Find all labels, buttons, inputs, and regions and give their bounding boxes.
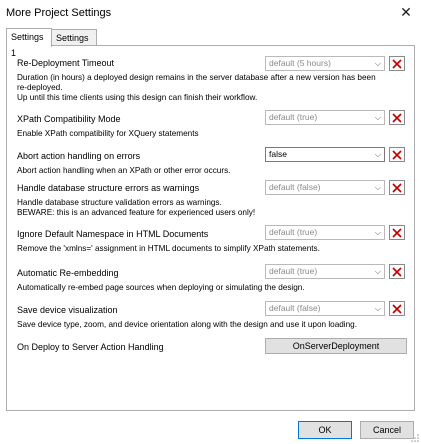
reset-xpath-compatibility-button[interactable] — [389, 110, 405, 125]
automatic-reembedding-select[interactable]: default (true) ⌵ — [265, 264, 385, 279]
chevron-down-icon: ⌵ — [374, 267, 381, 276]
ignore-default-namespace-select[interactable]: default (true) ⌵ — [265, 225, 385, 240]
red-x-icon — [392, 183, 402, 193]
title-bar — [0, 0, 421, 24]
setting-automatic-reembedding — [17, 268, 305, 293]
redeployment-timeout-select[interactable]: default (5 hours) ⌵ — [265, 56, 385, 71]
setting-description: Abort action handling when an XPath or other error occurs. — [17, 166, 231, 175]
abort-on-errors-select[interactable]: false ⌵ — [265, 147, 385, 162]
setting-title: XPath Compatibility Mode — [17, 114, 121, 124]
setting-title: Automatic Re-embedding — [17, 268, 119, 278]
db-structure-warnings-select[interactable]: default (false) ⌵ — [265, 180, 385, 195]
setting-xpath-compatibility — [17, 114, 199, 139]
close-icon[interactable]: ✕ — [400, 4, 412, 20]
chevron-down-icon: ⌵ — [374, 59, 381, 68]
chevron-down-icon: ⌵ — [374, 304, 381, 313]
tab-settings-2[interactable]: Settings — [51, 29, 97, 46]
red-x-icon — [392, 150, 402, 160]
setting-on-deploy-action — [17, 342, 164, 353]
resize-grip-icon[interactable] — [411, 434, 419, 442]
reset-save-device-visualization-button[interactable] — [389, 301, 405, 316]
reset-abort-on-errors-button[interactable] — [389, 147, 405, 162]
setting-description: Handle database structure validation errors as warnings. BEWARE: this is an advanced feature for experienced users only! — [17, 198, 256, 217]
setting-description: Save device type, zoom, and device orientation along with the design and use it upon loading. — [17, 320, 358, 329]
save-device-visualization-select[interactable]: default (false) ⌵ — [265, 301, 385, 316]
setting-description: Enable XPath compatibility for XQuery statements — [17, 129, 199, 138]
tab-settings-1[interactable]: Settings 1 — [6, 28, 52, 47]
setting-title: Handle database structure errors as warnings — [17, 183, 200, 193]
reset-db-structure-warnings-button[interactable] — [389, 180, 405, 195]
reset-automatic-reembedding-button[interactable] — [389, 264, 405, 279]
setting-db-structure-warnings — [17, 183, 255, 218]
red-x-icon — [392, 304, 402, 314]
reset-redeployment-timeout-button[interactable] — [389, 56, 405, 71]
setting-description: Automatically re-embed page sources when deploying or simulating the design. — [17, 283, 305, 292]
settings-panel — [6, 45, 415, 411]
red-x-icon — [392, 113, 402, 123]
red-x-icon — [392, 228, 402, 238]
setting-description: Duration (in hours) a deployed design remains in the server database after a new version has been re-deployed. Up until this time clients using this design can finish their workflow. — [17, 73, 376, 102]
window-title: More Project Settings — [6, 7, 112, 19]
chevron-down-icon: ⌵ — [374, 183, 381, 192]
setting-title: Ignore Default Namespace in HTML Documents — [17, 229, 209, 239]
setting-title: Re-Deployment Timeout — [17, 58, 115, 68]
setting-abort-on-errors — [17, 151, 230, 176]
cancel-button[interactable]: Cancel — [360, 421, 414, 439]
chevron-down-icon: ⌵ — [374, 113, 381, 122]
setting-title: Save device visualization — [17, 305, 118, 315]
reset-ignore-default-namespace-button[interactable] — [389, 225, 405, 240]
chevron-down-icon: ⌵ — [374, 150, 381, 159]
ok-button[interactable]: OK — [298, 421, 352, 439]
setting-description: Remove the 'xmlns=' assignment in HTML documents to simplify XPath statements. — [17, 244, 320, 253]
xpath-compatibility-select[interactable]: default (true) ⌵ — [265, 110, 385, 125]
on-server-deployment-button[interactable]: OnServerDeployment — [265, 338, 407, 354]
red-x-icon — [392, 267, 402, 277]
setting-title: Abort action handling on errors — [17, 151, 141, 161]
chevron-down-icon: ⌵ — [374, 228, 381, 237]
red-x-icon — [392, 59, 402, 69]
setting-title: On Deploy to Server Action Handling — [17, 342, 164, 352]
